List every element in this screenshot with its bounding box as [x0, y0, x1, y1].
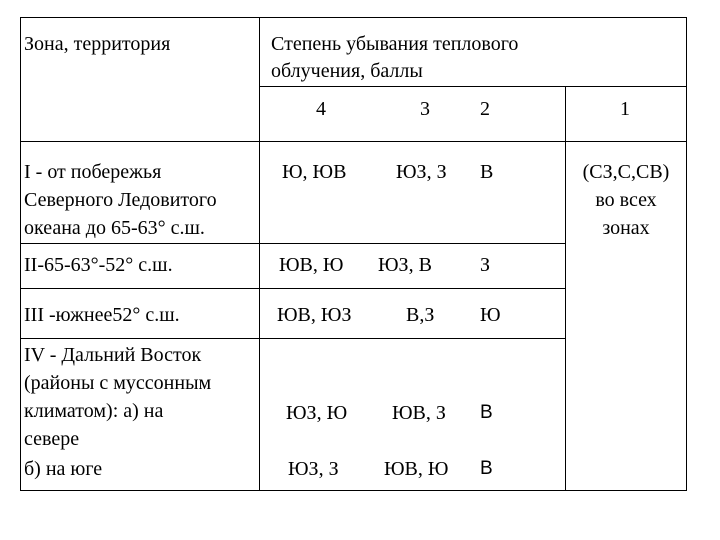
score1-line2: во всех [595, 189, 657, 211]
heat-exposure-table [20, 17, 687, 491]
row-divider-2 [20, 288, 566, 289]
zone-iii-score3: В,З [406, 304, 435, 326]
score-1-header: 1 [620, 98, 630, 120]
zone-iv-a-score2: В [480, 402, 493, 423]
zone-iv-line2: (районы с муссонным [24, 372, 212, 394]
zone-ii-score2: З [480, 254, 491, 276]
score-3-header: 3 [420, 98, 430, 120]
zone-ii-score4: ЮВ, Ю [279, 254, 344, 276]
row-divider-3 [20, 338, 566, 339]
zone-iv-line5: б) на юге [24, 458, 103, 480]
zone-iv-line4: севере [24, 428, 80, 450]
zone-i-line3: океана до 65-63° с.ш. [24, 217, 205, 239]
zone-iv-a-score3: ЮВ, З [392, 402, 446, 424]
zone-iv-line1: IV - Дальний Восток [24, 344, 202, 366]
row-divider-1 [20, 243, 566, 244]
zone-column-divider [259, 17, 260, 491]
subheader-divider [259, 86, 687, 87]
zone-iv-b-score2: В [480, 458, 493, 479]
degree-header-line1: Степень убывания теплового [271, 33, 519, 55]
zone-iii-label: III -южнее52° с.ш. [24, 304, 180, 326]
zone-i-line2: Северного Ледовитого [24, 189, 217, 211]
degree-header-line2: облучения, баллы [271, 60, 423, 82]
zone-i-score3: ЮЗ, З [396, 161, 447, 183]
zone-i-line1: I - от побережья [24, 161, 162, 183]
zone-i-score4: Ю, ЮВ [282, 161, 347, 183]
score-2-header: 2 [480, 98, 490, 120]
zone-i-score2: В [480, 161, 494, 183]
table-border-top [20, 17, 687, 18]
score1-line1: (СЗ,С,СВ) [582, 161, 670, 183]
zone-ii-label: II-65-63°-52° с.ш. [24, 254, 173, 276]
zone-iii-score4: ЮВ, ЮЗ [277, 304, 352, 326]
zone-iv-line3: климатом): а) на [24, 400, 164, 422]
zone-iv-b-score3: ЮВ, Ю [384, 458, 449, 480]
score-4-header: 4 [316, 98, 326, 120]
header-divider [20, 141, 687, 142]
score1-line3: зонах [602, 217, 650, 239]
table-border-bottom [20, 490, 687, 491]
zone-column-header: Зона, территория [24, 33, 171, 55]
table-border-right [686, 17, 687, 491]
zone-iv-a-score4: ЮЗ, Ю [286, 402, 348, 424]
zone-iii-score2: Ю [480, 304, 501, 326]
table-border-left [20, 17, 21, 491]
zone-ii-score3: ЮЗ, В [378, 254, 432, 276]
zone-iv-b-score4: ЮЗ, З [288, 458, 339, 480]
